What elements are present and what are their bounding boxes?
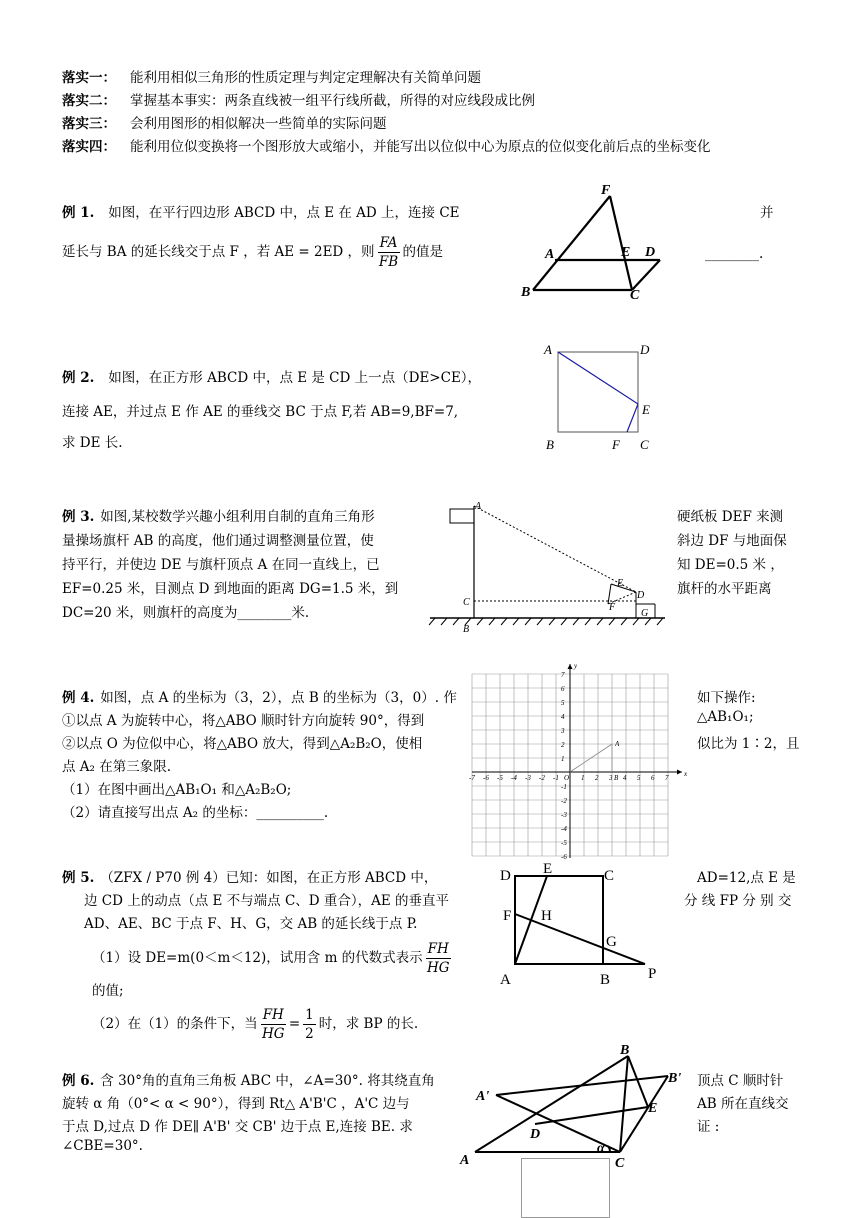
ex5-frac1-den: HG [426,960,450,976]
ex5-label-H: H [541,908,552,924]
ex6-text-1: 含 30°角的直角三角板 ABC 中，∠A=30°. 将其绕直角 [100,1073,435,1089]
ex3-text-r4: 旗杆的水平距离 [677,581,772,597]
ex5-line1 [62,866,437,886]
ex5-label-A: A [500,972,511,988]
ex6-label-C: C [615,1156,625,1171]
image-placeholder-box [521,1158,610,1218]
ex6-text-r3: 证 : [697,1119,720,1135]
ex6-label-B-prime: B' [668,1071,682,1086]
ex5-frac1-num: FH [427,941,449,957]
ex4-axis-y-label: y [574,662,578,670]
ex3-figure [425,500,670,635]
ex1-label-A: A [545,247,555,262]
ex3-text-5: DC=20 米，则旗杆的高度为________米. [62,605,310,621]
ex1-fraction [378,234,400,271]
ex2-figure [540,340,660,455]
ex1-text-2a: 延长与 BA 的延长线交于点 F ，若 AE = 2ED ，则 [62,244,375,260]
ex1-frac-den: FB [378,254,399,270]
x-tick-label: -5 [497,774,503,782]
ex2-label-A: A [544,342,552,357]
ex5-text-r2: 分 线 FP 分 别 交 [684,893,792,909]
x-tick-label: -1 [553,774,559,782]
ex5-fraction-2 [261,1006,286,1043]
ex1-line2 [62,234,443,271]
y-tick-label: 5 [561,699,565,707]
goal-2 [62,89,535,109]
ex5-text-1: （ZFX / P70 例 4）已知：如图，在正方形 ABCD 中， [100,870,438,886]
ex3-text-1: 如图,某校数学兴趣小组利用自制的直角三角形 [100,509,375,525]
goal-1-text: 能利用相似三角形的性质定理与判定定理解决有关简单问题 [130,70,481,86]
ex5-text-6a: （2）在（1）的条件下，当 [92,1016,258,1032]
ex3-text-r1: 硬纸板 DEF 来测 [677,509,784,525]
ex4-label-A: A [615,740,620,748]
ex1-answer-blank: ________. [705,246,764,262]
ex1-label: 例 1. [62,205,95,221]
ex2-text-3: 求 DE 长. [62,435,123,451]
ex3-line1 [62,505,375,525]
x-tick-label: -4 [511,774,517,782]
x-tick-label: 3 [609,774,613,782]
x-tick-label: 2 [595,774,599,782]
ex1-label-D: D [645,245,656,260]
x-tick-label: -6 [483,774,489,782]
ex5-label-C: C [604,868,615,884]
ex5-text-2: 边 CD 上的动点（点 E 不与端点 C、D 重合），AE 的垂直平 [84,893,450,909]
y-tick-label: 4 [561,713,565,721]
ex6-label-B: B [620,1043,630,1058]
ex4-coordinate-grid [460,660,690,865]
y-tick-label: 2 [561,741,565,749]
ex3-label-E: E [617,578,624,589]
goal-3-text: 会利用图形的相似解决一些简单的实际问题 [130,116,387,132]
goal-3-label: 落实三： [62,116,116,132]
x-tick-label: -2 [539,774,545,782]
ex6-label-alpha: α [597,1141,605,1156]
goal-4 [62,135,711,155]
ex4-axis-x-label: x [684,770,688,778]
ex3-label: 例 3. [62,509,95,525]
ex5-label-F: F [503,908,512,924]
y-tick-label: -1 [561,783,567,791]
ex4-text-r2: △AB₁O₁; [697,709,754,725]
goal-2-text: 掌握基本事实：两条直线被一组平行线所截，所得的对应线段成比例 [130,93,535,109]
x-tick-label: 6 [651,774,655,782]
ex3-label-A: A [475,501,482,512]
ex6-label-A-prime: A' [476,1089,490,1104]
ex3-text-3: 持平行，并使边 DE 与旗杆顶点 A 在同一直线上，已 [62,557,380,573]
goal-2-label: 落实二： [62,93,116,109]
y-tick-label: 1 [561,755,565,763]
ex3-text-4: EF=0.25 米，目测点 D 到地面的距离 DG=1.5 米，到 [62,581,399,597]
ex4-text-2: ①以点 A 为旋转中心，将△ABO 顺时针方向旋转 90°，得到 [62,713,425,729]
ex1-label-E: E [621,245,631,260]
ex2-label-D: D [640,342,650,357]
ex5-text-3: AD、AE、BC 于点 F、H、G，交 AB 的延长线于点 P. [84,916,418,932]
x-tick-label: 7 [665,774,669,782]
ex5-label-P: P [648,966,657,982]
ex6-text-3: 于点 D,过点 D 作 DE∥ A'B' 交 CB' 边于点 E,连接 BE. 求 [62,1119,413,1135]
ex5-label: 例 5. [62,870,95,886]
ex2-label-F: F [612,437,620,452]
ex5-label-G: G [606,934,617,950]
ex5-label-E: E [543,861,553,877]
ex4-text-1: 如图，点 A 的坐标为（3，2），点 B 的坐标为（3，0）. 作 [100,690,457,706]
ex2-label-E: E [642,402,650,417]
ex1-figure [515,180,665,303]
ex6-text-4: ∠CBE=30°. [62,1138,143,1154]
ex5-label-D: D [500,868,511,884]
x-tick-label: 5 [637,774,641,782]
ex1-label-F: F [601,183,611,198]
ex3-label-B: B [463,624,470,635]
y-tick-label: -3 [561,811,567,819]
ex4-label: 例 4. [62,690,95,706]
ex5-fraction-3 [303,1006,316,1043]
ex5-text-5: 的值; [92,983,124,999]
ex4-text-6: （2）请直接写出点 A₂ 的坐标：__________. [62,805,329,821]
ex3-label-D: D [637,590,645,601]
ex5-fraction-1 [426,940,451,977]
ex5-line4 [92,940,454,977]
ex4-text-5: （1）在图中画出△AB₁O₁ 和△A₂B₂O; [62,782,292,798]
goal-4-text: 能利用位似变换将一个图形放大或缩小，并能写出以位似中心为原点的位似变化前后点的坐标变化 [130,139,711,155]
ex5-frac2-num: FH [262,1007,284,1023]
ex5-line6 [92,1006,418,1043]
y-tick-label: 7 [561,671,565,679]
ex5-frac2-den: HG [261,1026,285,1042]
ex1-frac-num: FA [379,235,398,251]
ex3-text-r3: 知 DE=0.5 米 ， [677,557,784,573]
goal-3 [62,112,387,132]
goal-1 [62,66,481,86]
ex3-text-r2: 斜边 DF 与地面保 [677,533,787,549]
ex2-text-2: 连接 AE，并过点 E 作 AE 的垂线交 BC 于点 F,若 AB=9,BF=7, [62,404,459,420]
ex6-label-D: D [530,1127,541,1142]
ex3-label-F: F [609,602,616,613]
ex1-label-B: B [521,285,531,300]
ex6-text-r2: AB 所在直线交 [697,1096,789,1112]
ex4-text-r1: 如下操作: [697,690,756,706]
ex2-label-B: B [546,437,554,452]
ex6-text-2: 旋转 α 角（0°< α < 90°），得到 Rt△ A'B'C ，A'C 边与 [62,1096,410,1112]
goal-1-label: 落实一： [62,70,116,86]
ex1-text-1-right: 并 [760,205,774,221]
ex5-frac3-den: 2 [305,1026,314,1042]
ex6-label-E: E [648,1101,658,1116]
ex4-text-3: ②以点 O 为位似中心，将△ABO 放大，得到△A₂B₂O，使相 [62,736,423,752]
ex3-text-2: 量操场旗杆 AB 的高度，他们通过调整测量位置，使 [62,533,374,549]
ex5-label-B: B [600,972,611,988]
y-tick-label: -4 [561,825,567,833]
ex5-text-4a: （1）设 DE=m(0＜m＜12)，试用含 m 的代数式表示 [92,950,423,966]
ex4-text-4: 点 A₂ 在第三象限. [62,759,172,775]
ex2-label-C: C [640,437,649,452]
ex2-label: 例 2. [62,370,95,386]
ex2-line1 [62,366,481,386]
ex4-label-O: O [564,774,570,782]
ex4-label-B: B [614,774,619,782]
ex6-label: 例 6. [62,1073,95,1089]
ex5-frac3-num: 1 [305,1007,314,1023]
ex3-label-C: C [463,597,470,608]
ex6-label-A: A [460,1153,470,1168]
ex2-text-1: 如图，在正方形 ABCD 中，点 E 是 CD 上一点（DE>CE）， [108,370,482,386]
ex1-line1 [62,201,460,221]
x-tick-label: -3 [525,774,531,782]
y-tick-label: -2 [561,797,567,805]
ex4-line1 [62,686,457,706]
ex5-text-r1: AD=12,点 E 是 [697,870,796,886]
y-tick-label: -5 [561,839,567,847]
ex1-label-C: C [630,288,640,303]
ex1-text-1: 如图，在平行四边形 ABCD 中，点 E 在 AD 上，连接 CE [108,205,460,221]
x-tick-label: 4 [623,774,627,782]
ex4-text-r3: 似比为 1∶2，且 [697,736,800,752]
ex1-text-2b: 的值是 [402,244,444,260]
ex5-equals: = [288,1016,301,1032]
ex5-text-6b: 时，求 BP 的长. [318,1016,419,1032]
y-tick-label: -6 [561,853,567,861]
y-tick-label: 3 [561,727,565,735]
x-tick-label: -7 [469,774,475,782]
ex6-line1 [62,1069,435,1089]
goal-4-label: 落实四： [62,139,116,155]
ex6-text-r1: 顶点 C 顺时针 [697,1073,784,1089]
y-tick-label: 6 [561,685,565,693]
x-tick-label: 1 [581,774,585,782]
ex5-figure [490,858,675,990]
ex3-label-G: G [641,608,649,619]
ex6-figure [450,1040,690,1170]
